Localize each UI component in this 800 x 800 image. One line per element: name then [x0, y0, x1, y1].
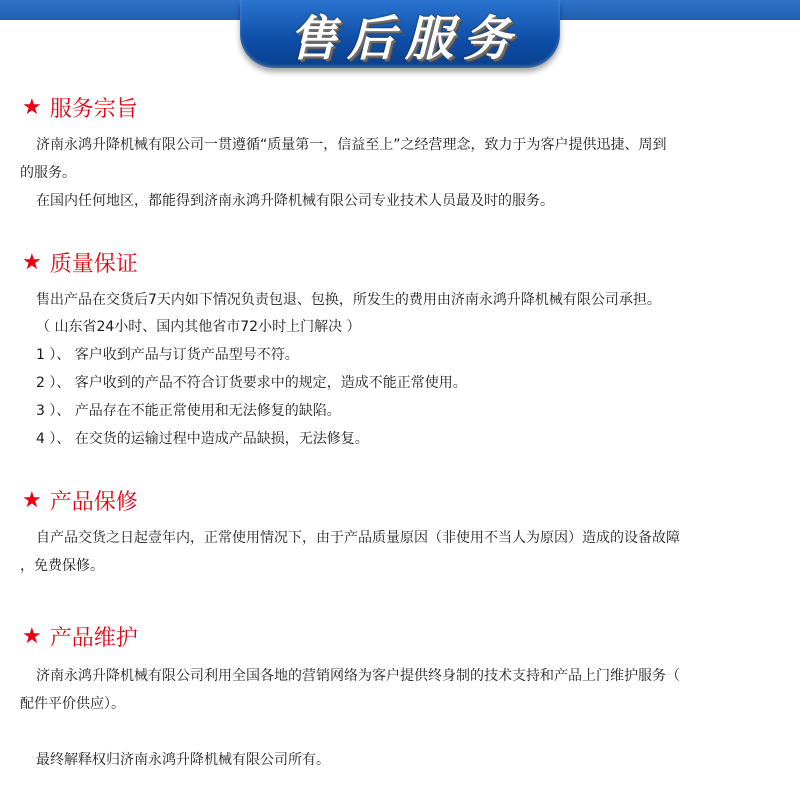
list-item: 2 ）、 客户收到的产品不符合订货要求中的规定，造成不能正常使用。 — [36, 375, 467, 391]
page-title: 售后服务 — [288, 10, 521, 67]
section-heading-text: 产品保修 — [49, 489, 138, 515]
section-heading-text: 产品维护 — [49, 625, 138, 651]
list-item: 1 ）、 客户收到产品与订货产品型号不符。 — [36, 347, 299, 363]
star-icon: ★ — [22, 94, 42, 120]
section-heading — [22, 621, 138, 651]
paragraph-line: 自产品交货之日起壹年内，正常使用情况下，由于产品质量原因（非使用不当人为原因）造成的设备故障 — [36, 530, 680, 546]
paragraph-line: （ 山东省24小时、国内其他省市72小时上门解决 ） — [36, 319, 361, 335]
section-heading-text: 服务宗旨 — [49, 96, 138, 122]
banner-tab — [240, 0, 560, 68]
paragraph-line: 售出产品在交货后7天内如下情况负责包退、包换，所发生的费用由济南永鸿升降机械有限公司承担。 — [36, 292, 661, 308]
list-item: 4 ）、 在交货的运输过程中造成产品缺损，无法修复。 — [36, 431, 369, 447]
paragraph-line: ，免费保修。 — [20, 558, 104, 574]
list-item: 3 ）、 产品存在不能正常使用和无法修复的缺陷。 — [36, 403, 341, 419]
paragraph-line: 的服务。 — [20, 165, 76, 181]
paragraph-line: 济南永鸿升降机械有限公司利用全国各地的营销网络为客户提供终身制的技术支持和产品上门维护服务（ — [36, 668, 680, 684]
star-icon: ★ — [22, 249, 42, 275]
section-heading-text: 质量保证 — [49, 251, 138, 277]
section-heading — [22, 92, 138, 122]
star-icon: ★ — [22, 623, 42, 649]
paragraph-line: 济南永鸿升降机械有限公司一贯遵循“质量第一，信益至上”之经营理念，致力于为客户提供迅捷、周到 — [36, 137, 667, 153]
paragraph-line: 在国内任何地区，都能得到济南永鸿升降机械有限公司专业技术人员最及时的服务。 — [36, 193, 554, 209]
paragraph-line: 配件平价供应）。 — [20, 696, 125, 712]
section-heading — [22, 247, 138, 277]
star-icon: ★ — [22, 487, 42, 513]
section-heading — [22, 485, 138, 515]
footer-note: 最终解释权归济南永鸿升降机械有限公司所有。 — [36, 752, 330, 768]
